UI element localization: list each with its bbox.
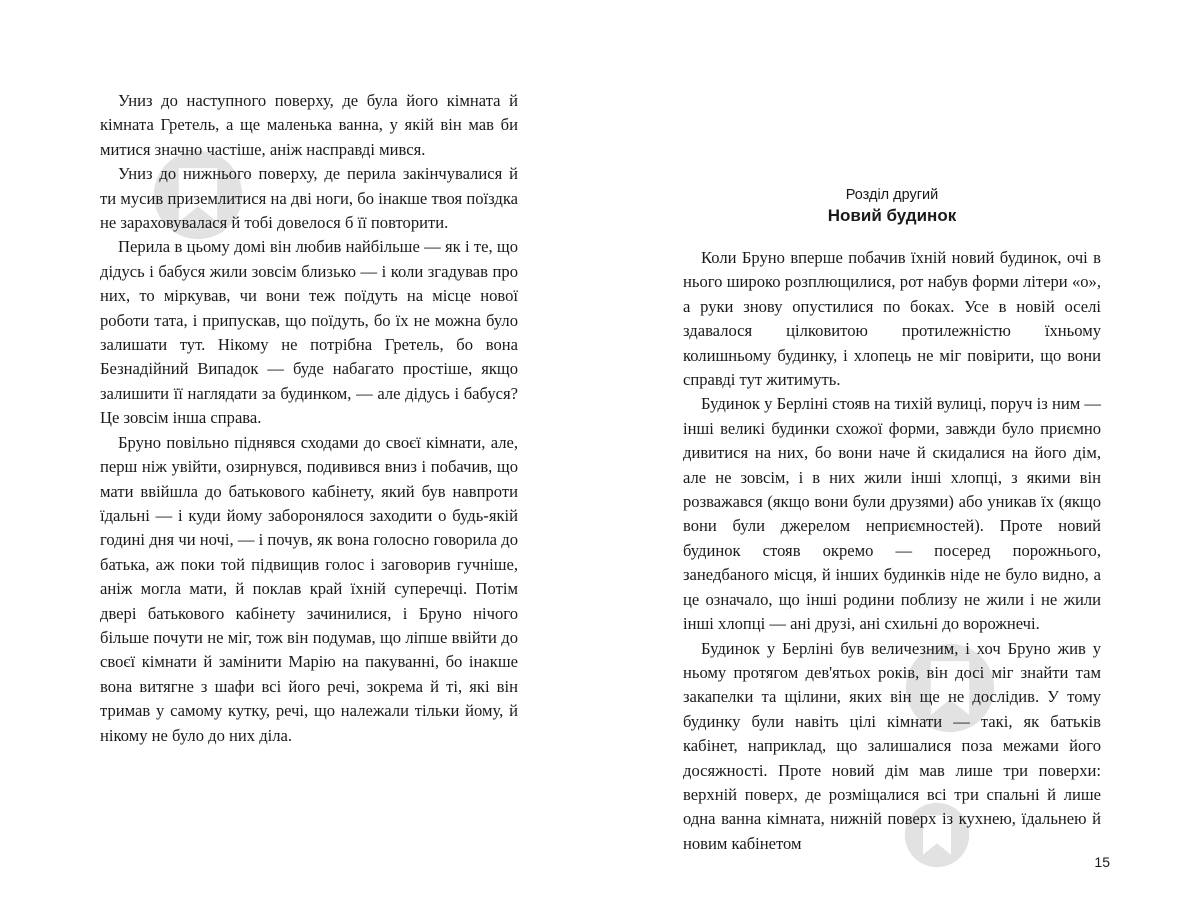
paragraph: Коли Бруно вперше побачив їхній новий будинок, очі в нього широко розплющилися, рот набув форми літери «о», а руки знову опустилися по боках. Усе в новій оселі здавалося цілковитою протилежністю їхньому колишньому будинку, і хлопець не міг повірити, що вони справді тут житимуть.: [683, 248, 1101, 390]
paragraph: Униз до наступного поверху, де була його кімната й кімната Гретель, а ще маленька ванна, у якій він мав би митися значно частіше, аніж насправді мився.: [100, 91, 518, 159]
paragraph: Перила в цьому домі він любив найбільше — як і те, що дідусь і бабуся жили зовсім близько — і коли згадував про них, то міркував, чи вони теж поїдуть на місце нової роботи тата, і припускав, що поїдуть, бо їх не можна було залишати тут. Нікому не потрібна Гретель, бо вона Безнадійний Випадок — буде набагато простіше, якщо залишити її наглядати за будинком, — але дідусь і бабуся? Це зовсім інша справа.: [100, 237, 518, 428]
chapter-title: Новий будинок: [827, 206, 957, 225]
page-number: 15: [1094, 854, 1110, 870]
chapter-label: Розділ другий: [845, 187, 939, 203]
right-page: [600, 0, 1200, 923]
chapter-heading: [683, 185, 1101, 227]
paragraph: Бруно повільно піднявся сходами до своєї кімнати, але, перш ніж увійти, озирнувся, подивився вниз і побачив, що мати ввійшла до батькового кабінету, який був навпроти їдальні — і куди йому заборонялося заходити о будь-якій годині дня чи ночі, — і почув, як вона голосно говорила до батька, аж поки той підвищив голос і заговорив гучніше, аніж могла мати, й поклав край їхній суперечці. Потім двері батькового кабінету зачинилися, і Бруно нічого більше почути не міг, тож він подумав, що ліпше ввійти до своєї кімнати й замінити Марію на пакуванні, бо інакше вона витягне з шафи всі його речі, зокрема й ті, які він тримав у самому кутку, речі, що належали тільки йому, й нікому не було до них діла.: [100, 432, 518, 745]
paragraph: Будинок у Берліні стояв на тихій вулиці, поруч із ним — інші великі будинки схожої форми, завжди було приємно дивитися на них, бо вони наче й скидалися на його дім, але не зовсім, і в них жили інші хлопці, з якими він розважався (якщо вони були друзями) або уникав їх (якщо вони були джерелом неприємностей). Проте новий будинок стояв окремо — посеред порожнього, занедбаного місця, й інших будинків ніде не було видно, а це означало, що інші родини поблизу не жили і не жили інші хлопці — ані друзі, ані схильні до ворожнечі.: [683, 394, 1101, 634]
paragraph: Униз до нижнього поверху, де перила закінчувалися й ти мусив приземлитися на дві ноги, бо інакше твоя поїздка не зараховувалася й тобі довелося б її повторити.: [100, 164, 518, 233]
paragraph: Будинок у Берліні був величезним, і хоч Бруно жив у ньому протягом дев'ятьох років, він досі міг знайти там закапелки та щілини, яких він ще не дослідив. У тому будинку були навіть цілі кімнати — такі, як батьків кабінет, наприклад, що залишалися поза межами його досяжності. Проте новий дім мав лише три поверхи: верхній поверх, де розміщалися всі три спальні й лише одна ванна кімната, нижній поверх із кухнею, їдальнею й новим кабінетом: [683, 638, 1101, 853]
left-page-text: [100, 89, 518, 748]
right-page-text: [683, 246, 1101, 856]
